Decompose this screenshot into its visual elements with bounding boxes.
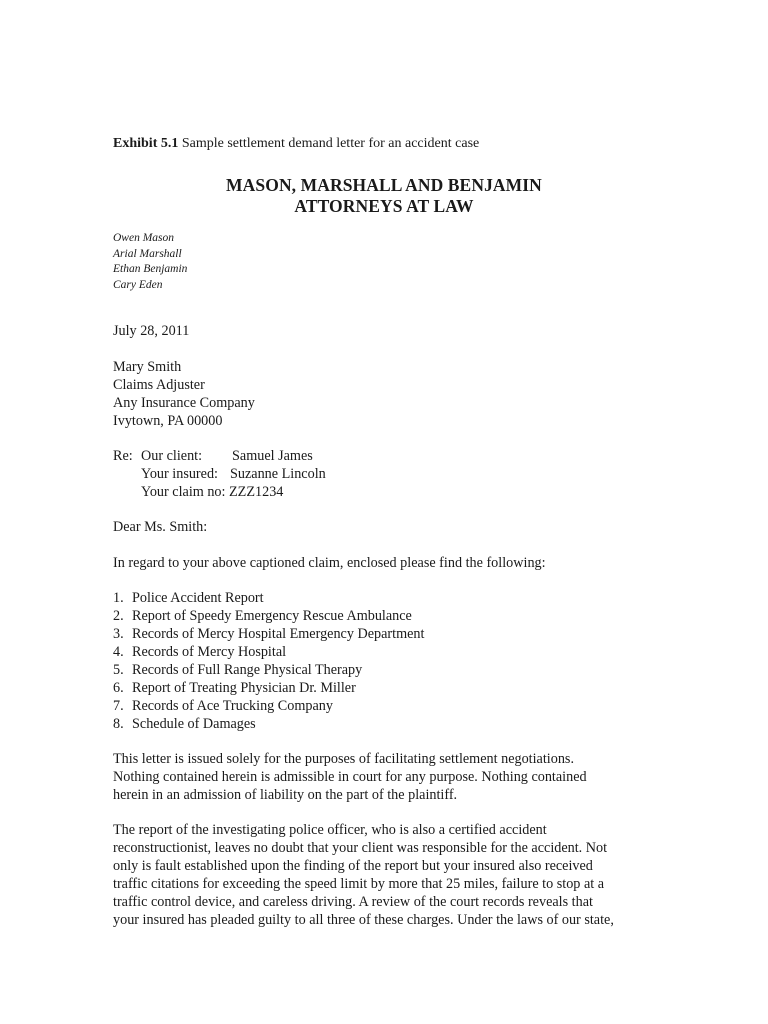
partner-name: Ethan Benjamin	[113, 263, 188, 275]
enclosure-number: 6.	[113, 680, 124, 696]
exhibit-description: Sample settlement demand letter for an accident case	[178, 136, 480, 151]
enclosure-item: Report of Treating Physician Dr. Miller	[132, 680, 356, 696]
enclosure-number: 4.	[113, 644, 124, 660]
enclosure-item: Records of Ace Trucking Company	[132, 698, 333, 714]
exhibit-caption	[113, 136, 479, 152]
letter-date: July 28, 2011	[113, 323, 190, 339]
partner-name: Cary Eden	[113, 279, 163, 291]
paragraph-line: your insured has pleaded guilty to all three of these charges. Under the laws of our state,	[113, 912, 614, 928]
re-client-value: Samuel James	[232, 448, 313, 464]
partner-name: Owen Mason	[113, 232, 175, 244]
paragraph-line: The report of the investigating police officer, who is also a certified accident	[113, 822, 547, 838]
paragraph-line: This letter is issued solely for the purposes of facilitating settlement negotiations.	[113, 751, 574, 767]
paragraph-line: traffic citations for exceeding the speed limit by more that 25 miles, failure to stop at a	[113, 876, 605, 892]
paragraph-line: only is fault established upon the finding of the report but your insured also received	[113, 858, 593, 874]
enclosure-item: Records of Mercy Hospital Emergency Department	[132, 626, 425, 642]
enclosure-number: 1.	[113, 590, 124, 606]
recipient-line: Claims Adjuster	[113, 377, 205, 393]
salutation: Dear Ms. Smith:	[113, 519, 208, 535]
enclosure-item: Report of Speedy Emergency Rescue Ambulance	[132, 608, 412, 624]
enclosure-item: Schedule of Damages	[132, 716, 256, 732]
enclosure-item: Records of Mercy Hospital	[132, 644, 287, 660]
enclosure-number: 5.	[113, 662, 124, 678]
enclosure-number: 2.	[113, 608, 124, 624]
paragraph-line: Nothing contained herein is admissible in court for any purpose. Nothing contained	[113, 769, 587, 785]
enclosure-item: Records of Full Range Physical Therapy	[132, 662, 363, 678]
enclosure-item: Police Accident Report	[132, 590, 264, 606]
paragraph-line: traffic control device, and careless driving. A review of the court records reveals that	[113, 894, 593, 910]
enclosure-number: 3.	[113, 626, 124, 642]
partner-name: Arial Marshall	[113, 248, 182, 260]
exhibit-label: Exhibit 5.1	[113, 136, 179, 151]
intro-line: In regard to your above captioned claim, enclosed please find the following:	[113, 555, 546, 571]
re-insured-value: Suzanne Lincoln	[230, 466, 326, 482]
re-insured-label: Your insured:	[141, 466, 218, 482]
recipient-line: Mary Smith	[113, 359, 182, 375]
paragraph-line: herein in an admission of liability on the part of the plaintiff.	[113, 787, 458, 803]
enclosure-number: 8.	[113, 716, 124, 732]
recipient-line: Any Insurance Company	[113, 395, 255, 411]
paragraph-line: reconstructionist, leaves no doubt that your client was responsible for the accident. Not	[113, 840, 608, 856]
firm-name: MASON, MARSHALL AND BENJAMIN	[226, 175, 542, 195]
enclosure-number: 7.	[113, 698, 124, 714]
re-client-label: Our client:	[141, 448, 203, 464]
firm-subtitle: ATTORNEYS AT LAW	[294, 196, 474, 216]
re-label: Re:	[113, 448, 133, 464]
re-claim-line: Your claim no: ZZZ1234	[141, 484, 284, 500]
recipient-line: Ivytown, PA 00000	[113, 413, 223, 429]
